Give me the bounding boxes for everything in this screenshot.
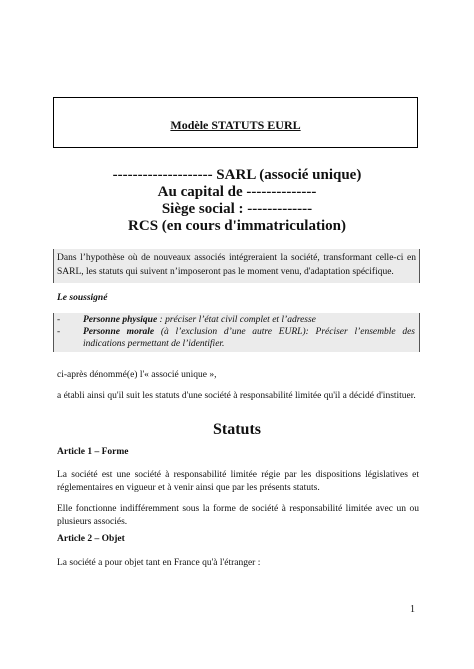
person-physique-text: : préciser l’état civil complet et l’adresse xyxy=(157,315,316,325)
list-dash: - xyxy=(57,327,61,337)
rcs-line: RCS (en cours d'immatriculation) xyxy=(128,218,346,234)
note-text: Dans l’hypothèse où de nouveaux associés intégreraient la société, transformant celle-ci en SARL, les statuts qui suivent n’imposeront pas le moment venu, d'adaptation spécifique. xyxy=(57,253,416,277)
article-2-heading: Article 2 – Objet xyxy=(57,534,125,544)
soussigne-heading: Le soussigné xyxy=(57,293,108,303)
person-physique-label: Personne physique xyxy=(83,315,158,325)
document-title: Modèle STATUTS EURL xyxy=(170,118,301,132)
siege-social-line: Siège social : ------------- xyxy=(161,201,313,217)
title-box xyxy=(53,97,418,148)
persons-box xyxy=(53,313,420,352)
article-2-paragraph-1: La société a pour objet tant en France qu'à l'étranger : xyxy=(57,558,261,568)
list-dash: - xyxy=(57,315,61,325)
article-1-heading: Article 1 – Forme xyxy=(57,447,129,457)
ci-apres-paragraph: ci-après dénommé(e) l'« associé unique », xyxy=(57,370,217,380)
article-1-paragraph-1: La société est une société à responsabilité limitée régie par les dispositions législatives et réglementaires en vigueur et à venir ainsi que par les présents statuts. xyxy=(57,470,419,493)
note-box xyxy=(53,249,420,283)
etabli-paragraph: a établi ainsi qu'il suit les statuts d'une société à responsabilité limitée qu'il a décidé d'instituer. xyxy=(57,391,416,401)
person-morale-text: (à l’exclusion d’une autre EURL): Préciser l’ensemble des indications permettant de l’identifier. xyxy=(83,327,415,349)
capital-line: Au capital de -------------- xyxy=(157,184,317,200)
person-morale-item xyxy=(54,326,419,350)
person-morale-label: Personne morale xyxy=(83,327,155,337)
company-name-line: -------------------- SARL (associé unique) xyxy=(112,167,362,183)
person-physique-item xyxy=(54,314,419,326)
statuts-heading: Statuts xyxy=(212,421,261,438)
article-1-paragraph-2: Elle fonctionne indifféremment sous la forme de société à responsabilité limitée avec un ou plusieurs associés. xyxy=(57,504,419,527)
page-number: 1 xyxy=(410,604,415,615)
